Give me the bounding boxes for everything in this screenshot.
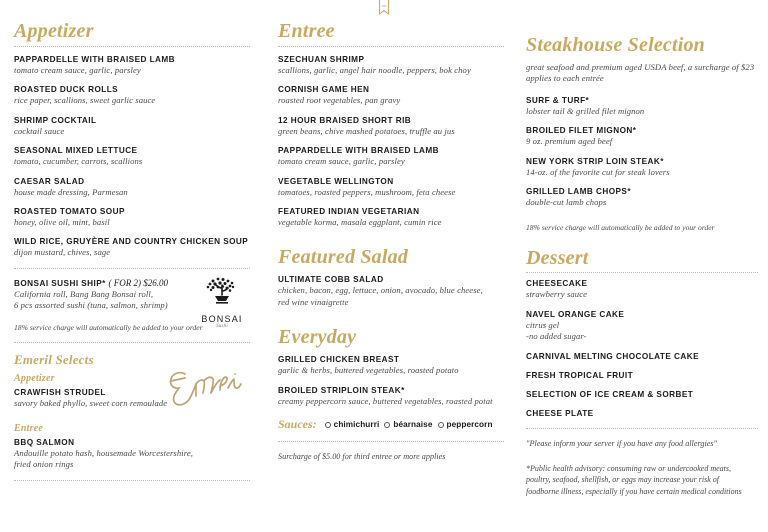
menu-item: [14, 84, 250, 106]
section-title-everyday: Everyday: [278, 326, 357, 349]
divider-dotted: [14, 342, 250, 343]
sauce-option-peppercorn[interactable]: [438, 420, 493, 429]
item-description: 14-oz. of the favorite cut for steak lovers: [526, 166, 670, 177]
sauces-label: Sauces:: [278, 417, 317, 432]
menu-item: [526, 309, 758, 343]
radio-icon[interactable]: [384, 422, 390, 428]
menu-item: [278, 354, 504, 376]
item-description: vegetable korma, masala eggplant, cumin rice: [278, 217, 442, 228]
divider-dotted: [526, 272, 758, 273]
item-description: rice paper, scallions, sweet garlic sauce: [14, 95, 156, 106]
section-title-featured-salad: Featured Salad: [278, 246, 409, 269]
menu-item: [14, 54, 250, 76]
item-name: BROILED STRIPLOIN STEAK*: [278, 385, 405, 395]
bonsai-tree-icon: [202, 276, 242, 310]
menu-item: [526, 95, 758, 117]
item-name: FEATURED INDIAN VEGETARIAN: [278, 207, 420, 217]
menu-item: [526, 389, 758, 400]
item-description: tomatoes, roasted peppers, mushroom, feta cheese: [278, 186, 456, 197]
menu-item: [278, 385, 504, 407]
item-description: tomato cream sauce, garlic, parsley: [14, 65, 141, 75]
menu-item: [278, 206, 504, 228]
bonsai-item-name: BONSAI SUSHI SHIP*: [14, 278, 106, 288]
steakhouse-blurb: applies to each entrée: [526, 73, 604, 84]
radio-icon[interactable]: [325, 422, 331, 428]
bookmark-ornament: [377, 0, 391, 15]
item-name: CHEESE PLATE: [526, 408, 594, 418]
item-name: CARNIVAL MELTING CHOCOLATE CAKE: [526, 351, 699, 361]
allergy-note: "Please inform your server if you have any food allergies": [526, 438, 717, 448]
column-right: [518, 20, 768, 532]
item-name: SHRIMP COCKTAIL: [14, 115, 97, 125]
item-description: tomato, cucumber, carrots, scallions: [14, 156, 143, 167]
item-description: chicken, bacon, egg, lettuce, onion, avocado, blue cheese,: [278, 285, 483, 296]
sauce-option-label: peppercorn: [446, 420, 493, 430]
section-title-entree: Entree: [278, 20, 335, 42]
menu-item: [526, 186, 758, 208]
sauce-option-label: béarnaise: [393, 420, 433, 430]
item-description: house made dressing, Parmesan: [14, 186, 128, 197]
menu-page: [0, 20, 768, 532]
item-description: scallions, garlic, angel hair noodle, peppers, bok choy: [278, 65, 471, 75]
item-name: SZECHUAN SHRIMP: [278, 55, 365, 64]
item-name: GRILLED CHICKEN BREAST: [278, 355, 400, 365]
item-name: GRILLED LAMB CHOPS*: [526, 187, 631, 197]
item-name: NEW YORK STRIP LOIN STEAK*: [526, 156, 664, 166]
item-name: CRAWFISH STRUDEL: [14, 387, 106, 397]
item-name: 12 HOUR BRAISED SHORT RIB: [278, 115, 412, 125]
menu-item: [278, 145, 504, 167]
menu-item: [278, 84, 504, 106]
sauce-option-chimichurri[interactable]: [325, 420, 380, 429]
section-title-emeril-selects: Emeril Selects: [14, 351, 94, 367]
menu-item: [278, 115, 504, 137]
section-title-appetizer: Appetizer: [14, 20, 94, 42]
item-description: cocktail sauce: [14, 125, 65, 136]
item-name: SELECTION OF ICE CREAM & SORBET: [526, 389, 694, 399]
health-advisory-line: *Public health advisory: consuming raw or undercooked meats,: [526, 463, 732, 473]
subsection-label-entree: Entree: [14, 423, 43, 435]
sauce-option-label: chimichurri: [333, 420, 380, 430]
menu-item: [14, 236, 250, 258]
item-name: PAPPARDELLE WITH BRAISED LAMB: [278, 146, 440, 156]
divider-dotted: [278, 441, 504, 442]
health-advisory-line: poultry, seafood, shellfish, or eggs may increase your risk of: [526, 475, 720, 485]
item-description: strawberry sauce: [526, 289, 588, 300]
item-name: CHEESECAKE: [526, 279, 588, 289]
item-description: California roll, Bang Bang Bonsai roll,: [14, 288, 154, 299]
bonsai-logo: [196, 276, 248, 329]
menu-item: [14, 176, 250, 198]
item-description: double-cut lamb chops: [526, 197, 607, 208]
surcharge-note: Surcharge of $5.00 for third entree or more applies: [278, 452, 446, 462]
menu-item: [526, 125, 758, 147]
bonsai-wordmark: BONSAI: [201, 313, 243, 324]
item-name: PAPPARDELLE WITH BRAISED LAMB: [14, 55, 176, 64]
item-description: lobster tail & grilled filet mignon: [526, 105, 645, 116]
section-title-dessert: Dessert: [526, 247, 589, 270]
item-description: honey, olive oil, mint, basil: [14, 217, 110, 228]
divider-dotted: [14, 480, 250, 481]
item-description: creamy peppercorn sauce, buttered vegetables, roasted potat: [278, 395, 493, 406]
item-name: NAVEL ORANGE CAKE: [526, 309, 625, 319]
column-middle: [268, 20, 518, 532]
item-name: CORNISH GAME HEN: [278, 85, 370, 95]
divider-dotted: [14, 268, 250, 269]
radio-icon[interactable]: [438, 422, 444, 428]
service-charge-note: 18% service charge will automatically be added to your order: [526, 223, 715, 233]
menu-item: [526, 156, 758, 178]
item-name: BROILED FILET MIGNON*: [526, 126, 637, 136]
item-description: garlic & herbs, buttered vegetables, roasted potato: [278, 365, 459, 376]
sauce-option-bearnaise[interactable]: [384, 420, 432, 429]
menu-item: [14, 145, 250, 167]
item-description: 6 pcs assorted sushi (tuna, salmon, shrimp): [14, 300, 168, 311]
menu-item: [14, 437, 250, 471]
item-description: roasted root vegetables, pan gravy: [278, 95, 401, 106]
menu-item: [14, 387, 250, 409]
menu-item: [526, 351, 758, 362]
item-description: 9 oz. premium aged beef: [526, 136, 613, 147]
item-name: BBQ SALMON: [14, 438, 75, 448]
item-name: SEASONAL MIXED LETTUCE: [14, 146, 138, 156]
item-description: red wine vinaigrette: [278, 296, 349, 307]
item-name: SURF & TURF*: [526, 95, 590, 105]
sauces-selector: [278, 417, 504, 432]
item-description: Andouille potato hash, housemade Worcestershire,: [14, 448, 194, 459]
bonsai-sub-wordmark: Sushi: [216, 323, 228, 329]
item-name: VEGETABLE WELLINGTON: [278, 176, 394, 186]
item-name: WILD RICE, GRUYÈRE AND COUNTRY CHICKEN SOUP: [14, 237, 249, 247]
divider-dotted: [526, 428, 758, 429]
divider-dotted: [278, 46, 504, 47]
item-name: FRESH TROPICAL FRUIT: [526, 370, 634, 380]
emeril-selects-block: [14, 352, 250, 471]
divider-dotted: [14, 46, 250, 47]
item-description: dijon mustard, chives, sage: [14, 247, 111, 258]
menu-item: [526, 408, 758, 419]
item-name: ROASTED DUCK ROLLS: [14, 85, 119, 95]
bonsai-item-price: ( FOR 2) $26.00: [108, 277, 169, 288]
steakhouse-blurb: great seafood and premium aged USDA beef, a surcharge of $23: [526, 62, 755, 72]
menu-item: [526, 370, 758, 381]
item-name: CAESAR SALAD: [14, 176, 85, 186]
item-description-secondary: -no added sugar-: [526, 331, 587, 342]
item-name: ROASTED TOMATO SOUP: [14, 207, 125, 217]
item-description: citrus gel: [526, 319, 560, 330]
section-title-steakhouse-selection: Steakhouse Selection: [526, 34, 706, 56]
menu-item: [14, 115, 250, 137]
menu-item: [278, 274, 504, 308]
item-description: savory baked phyllo, sweet corn remoulade: [14, 397, 168, 408]
subsection-label-appetizer: Appetizer: [14, 372, 55, 384]
menu-item: [526, 278, 758, 300]
column-left: [0, 20, 268, 532]
item-description: fried onion rings: [14, 459, 74, 470]
menu-item: [278, 54, 504, 76]
menu-item: [278, 176, 504, 198]
menu-item: [14, 206, 250, 228]
health-advisory: [526, 463, 758, 498]
item-description: green beans, chive mashed potatoes, truffle au jus: [278, 125, 455, 136]
health-advisory-line: foodborne illness, especially if you have certain medical conditions: [526, 486, 742, 496]
service-charge-note: 18% service charge will automatically be added to your order: [14, 322, 203, 332]
item-name: ULTIMATE COBB SALAD: [278, 275, 384, 285]
item-description: tomato cream sauce, garlic, parsley: [278, 156, 405, 167]
